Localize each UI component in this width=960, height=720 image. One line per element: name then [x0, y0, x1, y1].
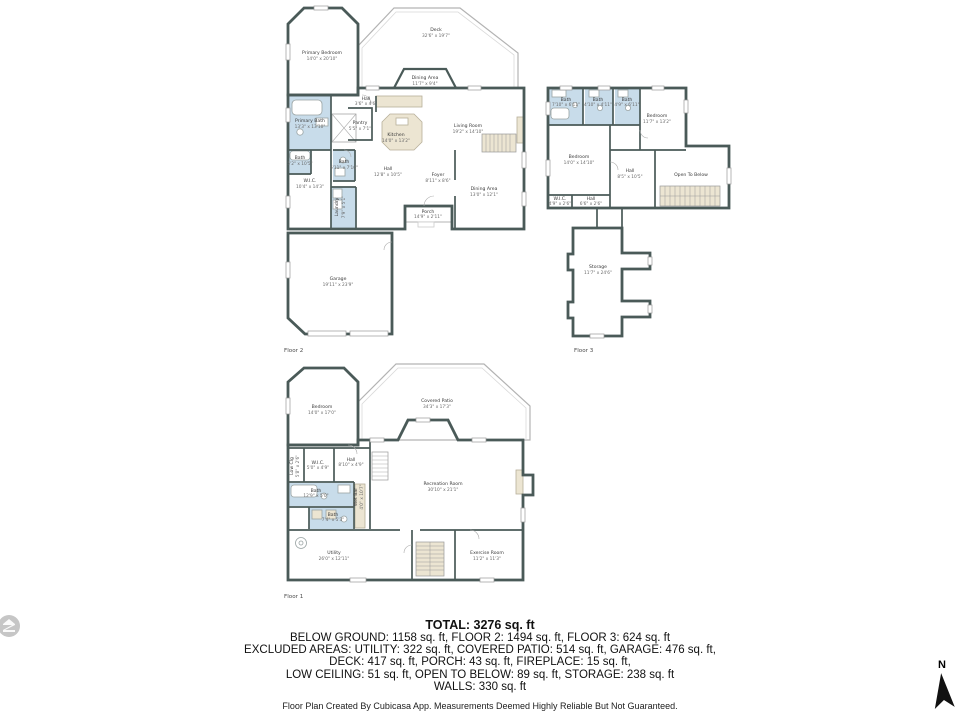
- disclaimer-text: Floor Plan Created By Cubicasa App. Measurements Deemed Highly Reliable But Not Guaranteed.: [282, 701, 678, 712]
- floor-2-plan: [280, 0, 530, 358]
- floor-3-drawing: [540, 80, 735, 358]
- room-label-recreation-room: Recreation Room: [423, 482, 463, 487]
- room-dims-low-ceiling: 5'8" x 2'6": [296, 454, 301, 478]
- stairs: [372, 452, 444, 576]
- floor-3-label: Floor 3: [574, 348, 594, 354]
- walls: [548, 88, 729, 336]
- summary-line-2: EXCLUDED AREAS: UTILITY: 322 sq. ft, COVERED PATIO: 514 sq. ft, GARAGE: 476 sq. ft,: [244, 644, 716, 657]
- room-dims-bath-2: 7'4" x 5'3": [321, 518, 345, 523]
- room-label-hall-small: Hall: [586, 197, 596, 202]
- room-dims-covered-patio: 34'3" x 17'3": [423, 405, 451, 410]
- room-dims-hall-main: 12'8" x 10'5": [374, 173, 402, 178]
- room-dims-living-room: 19'2" x 14'10": [452, 130, 484, 135]
- room-dims-bath-3: 4'9" x 6'11": [614, 103, 640, 108]
- room-label-hall: Hall: [346, 458, 356, 463]
- north-arrow-icon: [924, 671, 960, 711]
- room-label-living-room: Living Room: [453, 124, 483, 129]
- room-dims-bath-1: 7'10" x 6'11": [552, 103, 580, 108]
- room-dims-kitchen: 14'0" x 13'2": [382, 139, 410, 144]
- room-label-bath-3: Bath: [621, 98, 633, 103]
- room-label-bedroom: Bedroom: [311, 405, 333, 410]
- room-label-bath-2: Bath: [327, 513, 339, 518]
- room-label-bath-1: Bath: [560, 98, 572, 103]
- room-dims-storage: 11'7" x 24'6": [584, 271, 612, 276]
- room-dims-hall: 8'10" x 4'9": [338, 463, 364, 468]
- room-label-bath-1: Bath: [310, 489, 322, 494]
- room-label-storage: Storage: [589, 265, 607, 270]
- room-dims-primary-bath: 13'3" x 13'10": [294, 125, 326, 130]
- total-area: TOTAL: 3276 sq. ft: [425, 618, 535, 632]
- room-label-hall-main: Hall: [383, 167, 393, 172]
- room-label-hall: Hall: [625, 169, 635, 174]
- floor-1-drawing: [280, 358, 540, 606]
- room-label-bath-center: Bath: [338, 160, 350, 165]
- room-dims-foyer: 8'11" x 8'6": [425, 179, 451, 184]
- room-label-open-to-below: Open To Below: [674, 173, 708, 178]
- room-label-exercise-room: Exercise Room: [470, 551, 504, 556]
- door-arcs: [348, 445, 479, 553]
- room-label-dining-area-upper: Dining Area: [411, 76, 439, 81]
- stairs: [660, 186, 720, 206]
- room-label-pantry: Pantry: [352, 121, 368, 126]
- watermark-logo-icon: [0, 613, 24, 639]
- floor-1-plan: [280, 358, 540, 606]
- summary-line-1: BELOW GROUND: 1158 sq. ft, FLOOR 2: 1494 sq. ft, FLOOR 3: 624 sq. ft: [289, 632, 671, 644]
- room-dims-hall-small: 6'6" x 2'6": [579, 202, 603, 207]
- room-label-primary-bath: Primary Bath: [295, 119, 325, 124]
- room-label-wic: W.I.C.: [311, 461, 325, 466]
- room-dims-bath-1: 12'9" x 5'0": [303, 494, 329, 499]
- room-dims-bath-2: 4'10" x 4'11": [584, 103, 612, 108]
- room-dims-bath-left: 5'2" x 10'5": [287, 162, 313, 167]
- room-dims-hall: 8'5" x 10'5": [617, 175, 643, 180]
- room-dims-garage: 19'11" x 23'9": [322, 283, 354, 288]
- room-dims-exercise-room: 11'2" x 11'3": [473, 557, 501, 562]
- stairs: [332, 114, 516, 152]
- room-dims-dining-area-lower: 13'0" x 12'1": [470, 193, 498, 198]
- room-label-bath-2: Bath: [592, 98, 604, 103]
- room-dims-bedroom: 14'0" x 17'0": [308, 411, 336, 416]
- room-dims-recreation-room: 30'10" x 21'1": [427, 488, 459, 493]
- room-label-foyer: Foyer: [431, 173, 445, 178]
- room-label-bedroom-left: Bedroom: [568, 155, 590, 160]
- room-dims-pantry: 5'5" x 7'1": [348, 127, 372, 132]
- room-label-covered-patio: Covered Patio: [421, 399, 453, 404]
- room-dims-bedroom-left: 14'0" x 14'10": [563, 161, 595, 166]
- room-label-wic: W.I.C.: [303, 179, 317, 184]
- floor-2-drawing: [280, 0, 530, 358]
- room-label-deck: Deck: [430, 28, 442, 33]
- room-dims-wic: 4'9" x 2'6": [548, 202, 572, 207]
- room-label-dining-area-lower: Dining Area: [470, 187, 498, 192]
- summary-line-5: WALLS: 330 sq. ft: [433, 680, 527, 693]
- room-dims-wic: 10'4" x 14'3": [296, 185, 324, 190]
- room-label-bath-left: Bath: [294, 156, 306, 161]
- room-dims-primary-bedroom: 14'0" x 20'10": [306, 57, 338, 62]
- north-label: N: [938, 659, 946, 671]
- room-label-bedroom-right: Bedroom: [646, 114, 668, 119]
- room-dims-bath-center: 6'11" x 7'10": [330, 166, 358, 171]
- room-label-low-ceiling: Low Clg: [290, 457, 295, 475]
- watermark-logo: [0, 613, 24, 639]
- floor-2-label: Floor 2: [284, 348, 304, 354]
- north-compass: [924, 660, 960, 716]
- room-label-wet-bar: Wet Bar: [354, 487, 359, 507]
- room-dims-hall-small: 3'6" x 4'6": [354, 102, 378, 107]
- room-dims-bedroom-right: 11'7" x 13'2": [643, 120, 671, 125]
- room-dims-porch: 14'9" x 2'11": [414, 215, 442, 220]
- floor-1-label: Floor 1: [284, 594, 304, 600]
- room-dims-deck: 32'6" x 19'7": [422, 34, 450, 39]
- room-label-garage: Garage: [329, 277, 347, 282]
- room-dims-dining-area-upper: 11'7" x 9'4": [412, 82, 438, 87]
- floor-3-plan: [540, 80, 735, 358]
- summary-line-4: LOW CEILING: 51 sq. ft, OPEN TO BELOW: 89 sq. ft, STORAGE: 238 sq. ft: [285, 668, 675, 681]
- room-label-utility: Utility: [327, 551, 341, 556]
- room-label-kitchen: Kitchen: [387, 133, 405, 138]
- room-dims-wet-bar: 4'0" x 10'7": [360, 484, 365, 510]
- room-label-primary-bedroom: Primary Bedroom: [302, 51, 342, 56]
- room-label-wic: W.I.C.: [553, 197, 567, 202]
- room-dims-laundry: 7'9" x 5'1": [342, 195, 347, 219]
- room-dims-utility: 26'0" x 12'11": [318, 557, 350, 562]
- area-summary: [0, 619, 960, 711]
- room-dims-wic: 5'0" x 4'9": [306, 466, 330, 471]
- room-label-porch: Porch: [421, 210, 435, 215]
- summary-line-3: DECK: 417 sq. ft, PORCH: 43 sq. ft, FIREPLACE: 15 sq. ft,: [329, 656, 631, 669]
- room-label-hall-small: Hall: [361, 97, 371, 102]
- room-label-laundry: Laundry: [335, 197, 340, 217]
